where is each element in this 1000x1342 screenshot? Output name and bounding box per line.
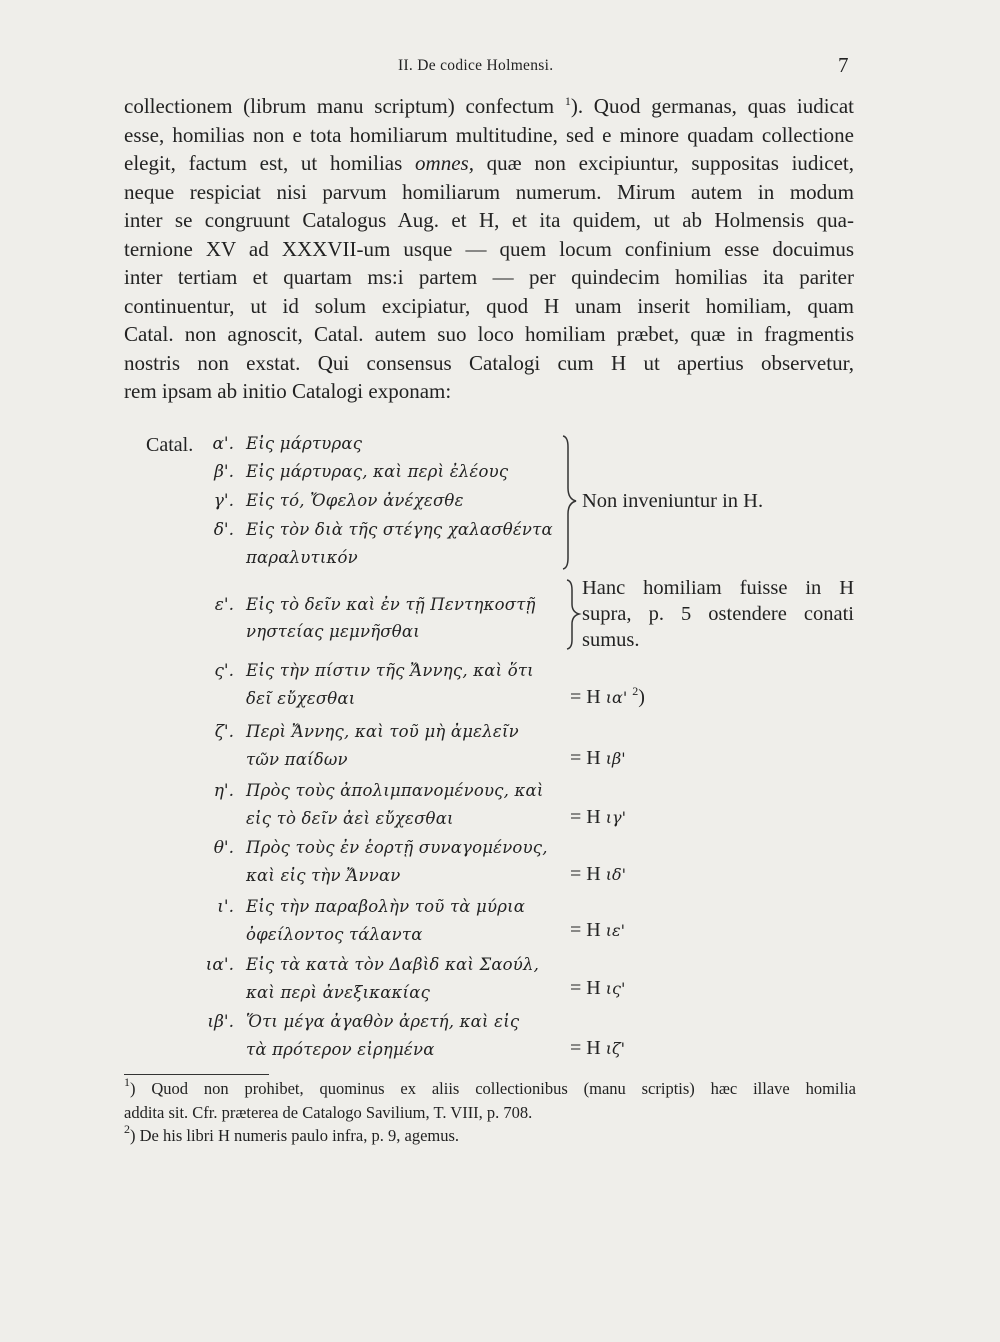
footnotes <box>124 1077 856 1148</box>
body-line: inter tertiam et quartam ms:i partem — per quindecim homilias ita pariter <box>124 265 854 289</box>
entry-title-cont: παραλυτικόν <box>246 548 358 567</box>
entry-title: Ὅτι μέγα ἀγαθὸν ἀρετή, καὶ εἰς <box>246 1012 520 1031</box>
entry-title-cont: καὶ εἰς τὴν Ἄνναν <box>246 866 401 885</box>
body-paragraph <box>124 92 854 406</box>
entry-title: Εἰς τὸ δεῖν καὶ ἐν τῇ Πεντηκοστῇ <box>246 595 536 614</box>
equivalence: = H ιε' <box>570 919 625 941</box>
entry-number: ια'. <box>205 955 234 975</box>
running-header <box>0 55 1000 79</box>
italic-word: omnes, <box>415 151 474 175</box>
body-line: elegit, factum est, ut homilias omnes, quæ non excipiuntur, suppositas iudicet, <box>124 151 854 175</box>
body-line: Catal. non agnoscit, Catal. autem suo loco homiliam præbet, quæ in fragmentis <box>124 322 854 346</box>
brace-note: Non inveniuntur in H. <box>582 490 764 512</box>
entry-number: α'. <box>212 434 234 454</box>
entry-title: Εἰς τὴν παραβολὴν τοῦ τὰ μύρια <box>246 897 526 916</box>
entry-title: Εἰς μάρτυρας <box>246 434 363 453</box>
entry-number: η'. <box>213 781 234 801</box>
curly-brace-icon <box>567 580 579 649</box>
body-line: inter se congruunt Catalogus Aug. et H, et ita quidem, ut ab Holmensis qua- <box>124 208 854 232</box>
entry-title: Πρὸς τοὺς ἀπολιμπανομένους, καὶ <box>246 781 544 800</box>
footnote: $^1$) Quod non prohibet, quominus ex aliis collectionibus (manu scriptis) hæc illave homilia <box>124 1075 856 1098</box>
entry-title: Εἰς τό, Ὄφελον ἀνέχεσθε <box>246 491 464 510</box>
entry-title: Εἰς μάρτυρας, καὶ περὶ ἐλέους <box>246 462 509 481</box>
equivalence: = H ια' $^2$) <box>570 684 645 708</box>
running-head: II. De codice Holmensi. <box>398 57 554 74</box>
body-line: esse, homilias non e tota homiliarum multitudine, sed e minore quadam collectione <box>124 122 854 147</box>
entry-number: β'. <box>214 462 234 482</box>
entry-title: Εἰς τὴν πίστιν τῆς Ἄννης, καὶ ὅτι <box>246 661 534 680</box>
equivalence: = H ιδ' <box>570 863 627 885</box>
equivalence: = H ιβ' <box>570 747 626 769</box>
footnote-rule <box>124 1074 269 1075</box>
entry-title: Εἰς τὸν διὰ τῆς στέγης χαλασθέντα <box>246 520 553 539</box>
brace-note: Hanc homiliam fuisse in H supra, p. 5 ostendere conati sumus. <box>582 577 854 651</box>
entry-title-cont: ὀφείλοντος τάλαντα <box>246 925 423 944</box>
entry-title-cont: καὶ περὶ ἀνεξικακίας <box>246 983 431 1002</box>
catalog-label: Catal. <box>146 434 194 456</box>
footnote-cont: addita sit. Cfr. præterea de Catalogo Savilium, T. VIII, p. 708. <box>124 1102 533 1122</box>
footnote: $^2$) De his libri H numeris paulo infra, p. 9, agemus. <box>124 1122 460 1145</box>
footnote-ref: 2 <box>632 684 639 698</box>
curly-brace-icon <box>563 436 576 569</box>
body-line: nostris non exstat. Qui consensus Catalogi cum H ut apertius observetur, <box>124 350 854 375</box>
entry-number: ζ'. <box>214 722 234 742</box>
entry-number: δ'. <box>213 520 234 540</box>
entry-title-cont: τὰ πρότερον εἰρημένα <box>246 1040 435 1059</box>
entry-number: γ'. <box>213 491 234 511</box>
entry-number: ι'. <box>217 897 234 917</box>
body-line: ternione XV ad XXXVII-um usque — quem locum confinium esse docuimus <box>124 236 854 261</box>
entry-title-cont: νηστείας μεμνῆσθαι <box>246 622 420 641</box>
entry-title-cont: δεῖ εὔχεσθαι <box>246 689 356 708</box>
entry-title-cont: τῶν παίδων <box>246 750 348 769</box>
entry-title-cont: εἰς τὸ δεῖν ἀεὶ εὔχεσθαι <box>246 809 454 828</box>
entry-number: θ'. <box>213 838 234 858</box>
body-line: neque respiciat nisi parvum homiliarum numerum. Mirum autem in modum <box>124 179 854 204</box>
entry-number: ς'. <box>214 661 234 681</box>
equivalence: = H ιζ' <box>570 1037 626 1059</box>
equivalence: = H ιγ' <box>570 806 626 828</box>
entry-title: Εἰς τὰ κατὰ τὸν Δαβὶδ καὶ Σαούλ, <box>246 955 540 974</box>
equivalence: = H ις' <box>570 977 626 999</box>
entry-title: Περὶ Ἄννης, καὶ τοῦ μὴ ἀμελεῖν <box>246 722 519 741</box>
page-number: 7 <box>838 53 849 77</box>
entry-number: ε'. <box>214 595 234 615</box>
entry-number: ιβ'. <box>207 1012 234 1032</box>
body-line: continuentur, ut id solum excipiatur, quod H unam inserit homiliam, quam <box>124 293 854 318</box>
body-line: rem ipsam ab initio Catalogi exponam: <box>124 379 452 403</box>
footnote-ref: 1 <box>564 94 571 108</box>
entry-title: Πρὸς τοὺς ἐν ἑορτῇ συναγομένους, <box>246 838 548 857</box>
body-line: collectionem (librum manu scriptum) confectum $^1$). Quod germanas, quas iudicat <box>124 94 854 118</box>
